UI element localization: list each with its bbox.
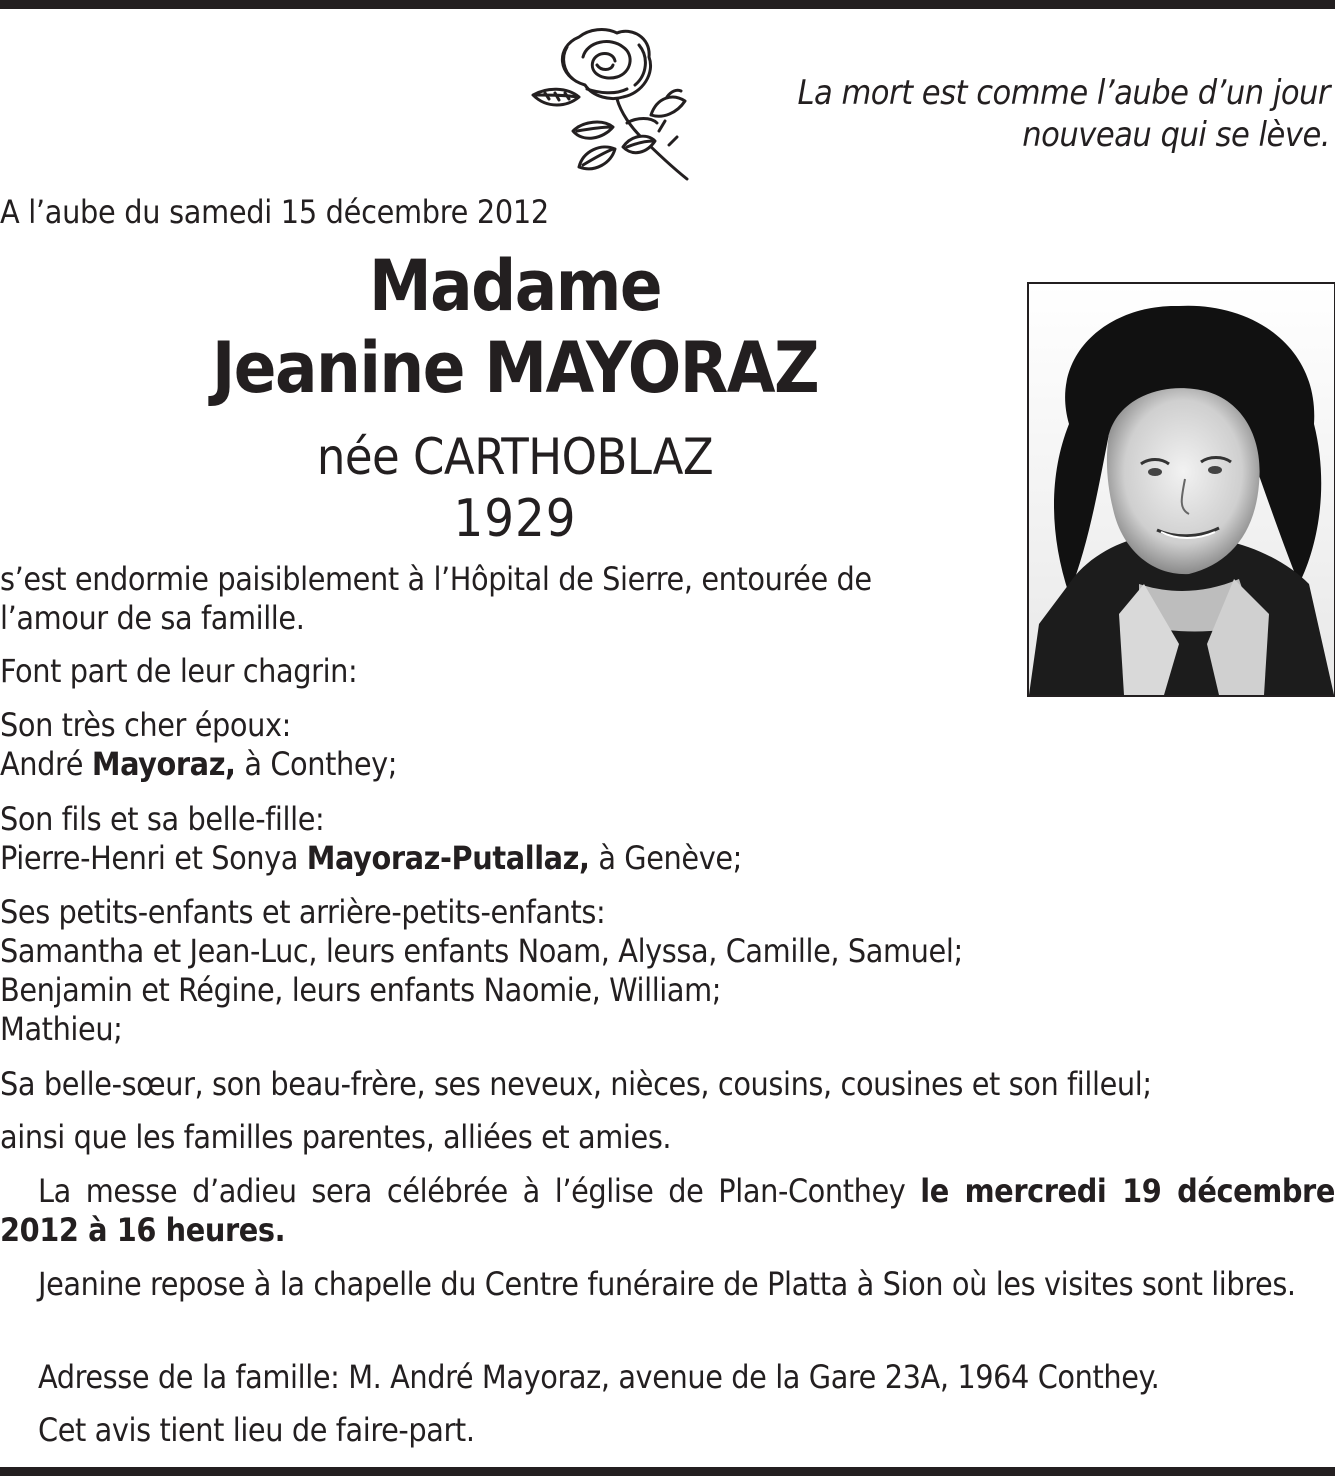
families-section [0,1118,1335,1157]
honorific: Madame [368,245,662,327]
mass-section [0,1172,1335,1250]
son-section [0,800,1335,878]
husband-place: à Conthey; [244,745,398,783]
address-text: Adresse de la famille: M. André Mayoraz, avenue de la Gare 23A, 1964 Conthey. [38,1358,1160,1396]
husband-section [0,706,1335,784]
notice-section [0,1411,1335,1450]
grandchildren-heading: Ses petits-enfants et arrière-petits-enfants: [0,893,606,931]
grandchildren-line: Samantha et Jean-Luc, leurs enfants Noam, Alyssa, Camille, Samuel; [0,932,963,970]
husband-heading: Son très cher époux: [0,706,291,744]
grandchildren-line: Benjamin et Régine, leurs enfants Naomie, William; [0,971,722,1009]
deceased-name: Jeanine MAYORAZ [211,327,819,409]
address-section [0,1358,1335,1397]
grandchildren-line: Mathieu; [0,1010,123,1048]
grandchildren-section [0,893,1335,1049]
announcement [0,560,1335,638]
son-entry [0,839,1335,878]
family-intro-text: Font part de leur chagrin: [0,652,358,690]
relatives-section [0,1065,1335,1104]
quote-line-2: nouveau qui se lève. [1022,115,1330,155]
rest-text: Jeanine repose à la chapelle du Centre funéraire de Platta à Sion où les visites sont libres. [38,1265,1296,1303]
epigraph-quote [730,72,1330,156]
announcement-line-2: l’amour de sa famille. [0,599,305,637]
notice-text: Cet avis tient lieu de faire-part. [38,1411,475,1449]
rest-section [0,1265,1335,1304]
bottom-rule [0,1467,1335,1476]
son-first-names: Pierre-Henri et Sonya [0,839,299,877]
quote-line-1: La mort est comme l’aube d’un jour [797,73,1330,113]
mass-date: le mercredi 19 décembre 2012 à 16 heures. [0,1172,1335,1249]
son-place: à Genève; [598,839,742,877]
husband-first-name: André [0,745,84,783]
announcement-line-1: s’est endormie paisiblement à l’Hôpital de Sierre, entourée de [0,560,872,598]
husband-entry [0,745,1335,784]
birth-year: 1929 [453,489,577,549]
family-intro [0,652,1335,691]
son-surname: Mayoraz-Putallaz, [306,839,590,877]
rose-icon [527,27,691,183]
husband-surname: Mayoraz, [91,745,236,783]
intro-date: A l’aube du samedi 15 décembre 2012 [0,193,549,231]
mass-paragraph [0,1172,1335,1250]
top-rule [0,0,1335,9]
son-heading: Son fils et sa belle-fille: [0,800,325,838]
mass-text: La messe d’adieu sera célébrée à l’église de Plan-Conthey [38,1172,906,1210]
maiden-name: née CARTHOBLAZ [316,428,714,486]
families-text: ainsi que les familles parentes, alliées et amies. [0,1118,672,1156]
relatives-text: Sa belle-sœur, son beau-frère, ses neveux, nièces, cousins, cousines et son filleul; [0,1065,1152,1103]
